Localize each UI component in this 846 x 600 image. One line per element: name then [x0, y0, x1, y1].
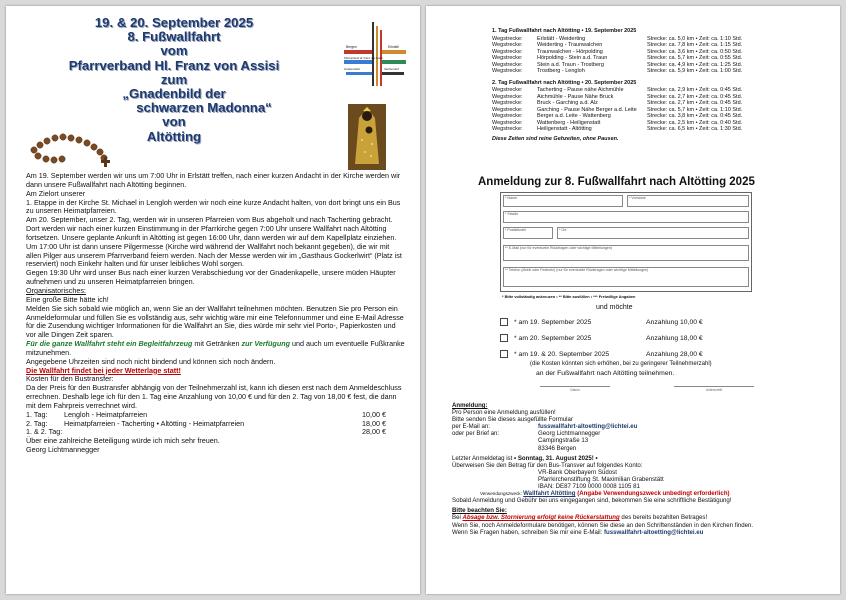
route-segment: Trostberg - Lengloh [537, 68, 585, 74]
paragraph: Am Zielort unserer [26, 188, 86, 198]
paragraph: Um 17:00 Uhr ist dann unsere Pilgermesse (Kirche wird während der Wallfahrt noch bekannt gegeben), die wir mit allen Pilger aus unserem Pfarrverband feiern werden. Nach der Messe werden wir im „Gasthaus Gockerlwirt“ (Platz ist reserviert) noch Einkehr halten und für unser leibliches Wohl sorgen. [26, 241, 402, 269]
deadline-date: • Sonntag, 31. August 2025! • [514, 454, 598, 462]
title-line: zum [160, 71, 188, 87]
signature-line[interactable] [674, 386, 754, 392]
route-stats: Strecke: ca. 7,8 km • Zeit: ca. 1:15 Std. [647, 42, 743, 48]
text: mit Getränken [192, 339, 242, 349]
field-label: * Ort [559, 228, 567, 232]
sign-label: Pfarrverband Hl. Franz von Assisi [344, 57, 383, 60]
cost-amount: 28,00 € [362, 427, 386, 437]
title-place: Altötting [146, 128, 202, 144]
firstname-field[interactable] [627, 195, 749, 207]
route-label: Wegstrecke: [492, 68, 523, 74]
iban: IBAN: DE87 7109 0000 0008 1105 81 [538, 483, 640, 491]
info-heading: Anmeldung: [452, 402, 488, 409]
purpose-value: Wallfahrt Altötting [523, 490, 576, 498]
route-label: Wegstrecke: [492, 113, 523, 119]
route-stats: Strecke: ca. 2,7 km • Zeit: ca. 0:45 Std. [647, 93, 743, 100]
info-line: Überweisen Sie den Betrag für den Bus-Transver auf folgendes Konto: [452, 461, 643, 469]
highlight-text: Für die ganze Wallfahrt steht ein Begleitfahrzeug [26, 339, 193, 349]
route-segment: Bruck - Garching a.d. Alz [537, 100, 598, 106]
registration-form [500, 192, 752, 292]
registration-info [452, 402, 832, 536]
route-stats: Strecke: ca. 2,7 km • Zeit: ca. 0:45 Std. [647, 100, 743, 106]
route-label: Wegstrecke: [492, 100, 523, 106]
title-edition: 8. Fußwallfahrt [127, 29, 221, 45]
route-label: Wegstrecke: [492, 126, 523, 132]
route-row [492, 68, 822, 75]
route-stats: Strecke: ca. 5,7 km • Zeit: ca. 0:55 Std. [647, 55, 743, 61]
options-note: (die Kosten könnten sich erhöhen, bei zu geringerer Teilnehmerzahl) [530, 361, 712, 367]
title-line: schwarzen Madonna“ [136, 100, 272, 116]
madonna-image [348, 104, 386, 170]
route-segment: Aichmühle - Pause Nähe Bruck [537, 93, 614, 100]
contact-row [452, 529, 832, 536]
route-segment: Weiderting - Traunwalchen [537, 42, 603, 48]
route-label: Wegstrecke: [492, 42, 523, 48]
route-stats: Strecke: ca. 5,0 km • Zeit: ca. 1:10 Std. [647, 35, 743, 42]
route-segment: Garching - Pause Nähe Berger a.d. Leite [537, 106, 637, 113]
route-stats: Strecke: ca. 3,8 km • Zeit: ca. 0:45 Std. [647, 113, 743, 119]
cost-desc: Lengloh - Heimatpfarreien [64, 409, 148, 419]
paragraph: Da der Preis für den Bustransfer abhängig von der Teilnehmerzahl ist, kann ich diesen erst nach dem Anmeldeschluss errechnen. Deshalb lege ich für den 1. Tag eine Anzahlung von 10,00 € und für den 2. Tag von 18,00 € fest, die dann mit dem Fahrpreis verrechnet wird. [26, 383, 402, 410]
route-segment: Erlstätt - Weiderting [537, 35, 586, 42]
route-segment: Wattenberg - Heiligenstatt [537, 119, 601, 126]
sign-label: Grabenstätt [344, 67, 360, 71]
title-line: vom [160, 43, 188, 59]
signature-label: Unterschrift [705, 388, 723, 392]
paragraph: Am 19. September werden wir uns um 7:00 Uhr in Erlstätt treffen, nach einer kurzen Andacht in der Kirche werden wir dann unsere Fußwallfahrt nach Altötting beginnen. [26, 171, 401, 189]
option-both-days[interactable] [500, 348, 760, 360]
sign-label: Bergen [346, 45, 357, 49]
deadline-row [452, 455, 832, 462]
field-label: * Straße [505, 212, 519, 216]
date-label: Datum [570, 388, 580, 392]
purpose-note: (Angabe Verwendungszweck unbedingt erforderlich) [575, 490, 730, 498]
option-amount: Anzahlung 28,00 € [646, 350, 703, 358]
info-line: Pro Person eine Anmeldung ausfüllen! [452, 409, 556, 417]
route-segment: Hörpolding - Stein a.d. Traun [537, 55, 608, 61]
text: Wenn Sie Fragen haben, schreiben Sie mir eine E-Mail: [452, 528, 604, 536]
text: Letzter Anmeldetag ist [452, 454, 514, 462]
paragraph: Kosten für den Bustransfer: [26, 374, 114, 384]
street-field[interactable] [503, 211, 749, 223]
field-label: * Postleitzahl [505, 228, 526, 232]
field-label: * Name [505, 196, 517, 200]
text: Verwendungszweck: [480, 491, 524, 497]
route-stats: Strecke: ca. 2,5 km • Zeit: ca. 0:40 Std. [647, 119, 743, 126]
info-line: Wenn Sie, noch Anmeldeformulare benötigen, können Sie diese an den Schriftenständen in den Kirchen finden. [452, 521, 754, 529]
address-city: 83346 Bergen [538, 444, 577, 452]
route-label: Wegstrecke: [492, 35, 523, 42]
route-stats: Strecke: ca. 5,7 km • Zeit: ca. 1:10 Std. [647, 106, 743, 113]
cost-amount: 18,00 € [362, 418, 386, 428]
route-stats: Strecke: ca. 4,9 km • Zeit: ca. 1:25 Std. [647, 61, 743, 68]
option-label: * am 20. September 2025 [514, 334, 592, 342]
und-moechte: und möchte [596, 304, 633, 311]
option-day1[interactable] [500, 316, 760, 328]
info-key: oder per Brief an: [452, 430, 500, 438]
bank-name: VR-Bank Oberbayern Südost [538, 468, 617, 476]
address-street: Campingstraße 13 [538, 437, 589, 445]
rosary-image [28, 124, 114, 168]
route-stats: Strecke: ca. 3,6 km • Zeit: ca. 0:50 Std. [647, 48, 743, 55]
city-field[interactable] [557, 227, 749, 239]
route-label: Wegstrecke: [492, 55, 523, 61]
cost-day: 1. & 2. Tag: [26, 427, 63, 437]
date-line[interactable] [540, 386, 610, 392]
paragraph: Angegebene Uhrzeiten sind noch nicht bindend und können sich noch ändern. [26, 356, 276, 366]
route-segment: Traunwalchen - Hörpolding [537, 48, 603, 55]
routes-note: Diese Zeiten sind reine Gehzeiten, ohne Pausen. [492, 135, 619, 142]
paragraph: Eine große Bitte hätte ich! [26, 294, 109, 304]
route-label: Wegstrecke: [492, 48, 523, 55]
cost-amount: 10,00 € [362, 409, 386, 419]
email-row [452, 423, 832, 430]
route-schedule [492, 28, 822, 142]
email-field[interactable] [503, 245, 749, 261]
sign-label: Vachendorf [384, 67, 400, 71]
paragraph: Über eine zahlreiche Beteiligung würde ich mich sehr freuen. [26, 436, 220, 446]
info-heading: Bitte beachten Sie: [452, 507, 507, 515]
name-field[interactable] [503, 195, 623, 207]
route-segment: Heiligenstatt - Altötting [537, 126, 592, 132]
signpost-logo [342, 20, 408, 86]
options-end: an der Fußwallfahrt nach Altötting teilnehmen. [536, 370, 675, 377]
checkbox[interactable] [500, 350, 508, 358]
cancellation-row [452, 514, 832, 521]
route-segment: Tacherting - Pause nähe Aichmühle [537, 87, 624, 93]
email-link[interactable]: fusswallfahrt-altoetting@lichtei.eu [538, 423, 638, 431]
sign-label: Erlstätt [388, 45, 399, 49]
route-label: Wegstrecke: [492, 61, 523, 68]
purpose-row [452, 490, 832, 497]
option-label: * am 19. & 20. September 2025 [514, 350, 610, 358]
field-label: ** E-Mail (nur für eventuelle Rückfragen oder wichtige Mitteilungen) [505, 246, 613, 250]
cost-row [26, 420, 406, 429]
paragraph: Gegen 19:30 Uhr wird unser Bus nach einer kurzen Verabschiedung vor der Gnadenkapelle, unsere müden Häupter aufnehmen und zu unseren Heimatpfarreien bringen. [26, 268, 396, 287]
left-body-text [26, 172, 406, 455]
email-link[interactable]: fusswallfahrt-altoetting@lichtei.eu [603, 528, 704, 536]
paragraph: 1. Etappe in der Kirche St. Michael in Lengloh werden wir noch eine kurze Andacht halten, von dort bringt uns ein Bus zu unseren Heimatpfarreien. [26, 197, 401, 216]
paragraph-support-vehicle [26, 340, 406, 358]
post-row [452, 430, 832, 437]
phone-field[interactable] [503, 267, 749, 287]
route-label: Wegstrecke: [492, 87, 523, 93]
option-amount: Anzahlung 18,00 € [646, 334, 703, 342]
postcode-field[interactable] [503, 227, 553, 239]
text: und auch um eventuelle Fußkranke mitzunehmen. [26, 339, 405, 357]
registration-title: Anmeldung zur 8. Fußwallfahrt nach Altötting 2025 [478, 176, 755, 188]
route-label: Wegstrecke: [492, 106, 523, 113]
info-line: Sobald Anmeldung und Gebühr bei uns eingegangen sind, bekommen Sie eine schriftliche Bestätigung! [452, 497, 732, 505]
text: Bei [452, 514, 463, 522]
option-amount: Anzahlung 10,00 € [646, 318, 703, 326]
day1-route-list [492, 36, 822, 75]
text: des bereits bezahlten Betrages! [619, 514, 708, 522]
day2-heading: 2. Tag Fußwallfahrt nach Altötting • 20. September 2025 [492, 79, 637, 86]
day2-route-list [492, 87, 822, 133]
day1-heading: 1. Tag Fußwallfahrt nach Altötting • 19. September 2025 [492, 28, 637, 34]
right-page [426, 6, 840, 594]
route-label: Wegstrecke: [492, 119, 523, 126]
route-stats: Strecke: ca. 6,5 km • Zeit: ca. 1:30 Std. [647, 126, 743, 132]
paragraph: Melden Sie sich sobald wie möglich an, wenn Sie an der Wallfahrt teilnehmen möchten. Benutzen Sie pro Person ein Anmeldeformular und füllen Sie es vollständig aus, sehr wichtig wäre mir eine Telefonnummer und eine E-Mail Adresse für die Zusendung wichtiger Informationen für die Wallfahrt an Sie, dies würde mir sehr viel Porto-, Papierkosten und vor alle Dingen Zeit sparen. [26, 303, 404, 340]
field-label: ** Telefon (Mobil oder Festnetz) (nur für eventuelle Rückfragen oder wichtige Mitteilungen) [505, 268, 649, 272]
org-heading: Organisatorisches: [26, 285, 86, 295]
account-holder: Pfarrkirchenstiftung St. Maximilian Grabenstätt [538, 475, 664, 483]
paragraph: Am 20. September, unser 2. Tag, werden wir in unseren Pfarreien vom Bus abgeholt und nach Tacherting gebracht. Dort werden wir nach einer kurzen Einstimmung in der Pfarrkirche gegen 7:00 Uhr unsere Wallfahrt nach Altötting fortsetzen. Unsere geplante Ankunft in Altötting ist gegen 16:00 Uhr, dann werden wir auf dem Kapellplatz einziehen. [26, 215, 397, 242]
checkbox[interactable] [500, 318, 508, 326]
info-key: per E-Mail an: [452, 423, 490, 431]
route-segment: Stein a.d. Traun - Trostberg [537, 61, 604, 68]
highlight-text: zur Verfügung [241, 339, 290, 349]
cost-day: 2. Tag: [26, 418, 48, 428]
title-line: von [162, 114, 186, 130]
route-row [492, 126, 822, 133]
weather-notice: Die Wallfahrt findet bei jeder Wetterlage statt! [26, 365, 181, 375]
address-name: Georg Lichtmannegger [538, 430, 601, 438]
option-day2[interactable] [500, 332, 760, 344]
no-refund-notice: Absage bzw. Stornierung erfolgt keine Rückerstattung [462, 514, 620, 522]
route-stats: Strecke: ca. 2,9 km • Zeit: ca. 0:45 Std. [647, 87, 743, 93]
form-footnote: * Bitte vollständig ankreuzen • ** Bitte ausfüllen • *** Freiwillige Angaben [502, 294, 636, 299]
route-label: Wegstrecke: [492, 93, 523, 100]
cost-desc: Heimatpfarreien - Tacherting • Altötting - Heimatpfarreien [64, 418, 245, 428]
signature-name: Georg Lichtmannegger [26, 445, 100, 455]
option-label: * am 19. September 2025 [514, 318, 592, 326]
left-page [6, 6, 420, 594]
field-label: * Vorname [629, 196, 646, 200]
route-stats: Strecke: ca. 5,9 km • Zeit: ca. 1:00 Std. [647, 68, 743, 74]
title-line: „Gnadenbild der [122, 86, 226, 102]
route-segment: Berger a.d. Leite - Wattenberg [537, 113, 611, 119]
cost-day: 1. Tag: [26, 409, 48, 419]
title-parish: Pfarrverband Hl. Franz von Assisi [68, 57, 280, 73]
title-date: 19. & 20. September 2025 [94, 15, 254, 30]
info-line: Bitte senden Sie dieses ausgefüllte Formular [452, 416, 573, 424]
checkbox[interactable] [500, 334, 508, 342]
